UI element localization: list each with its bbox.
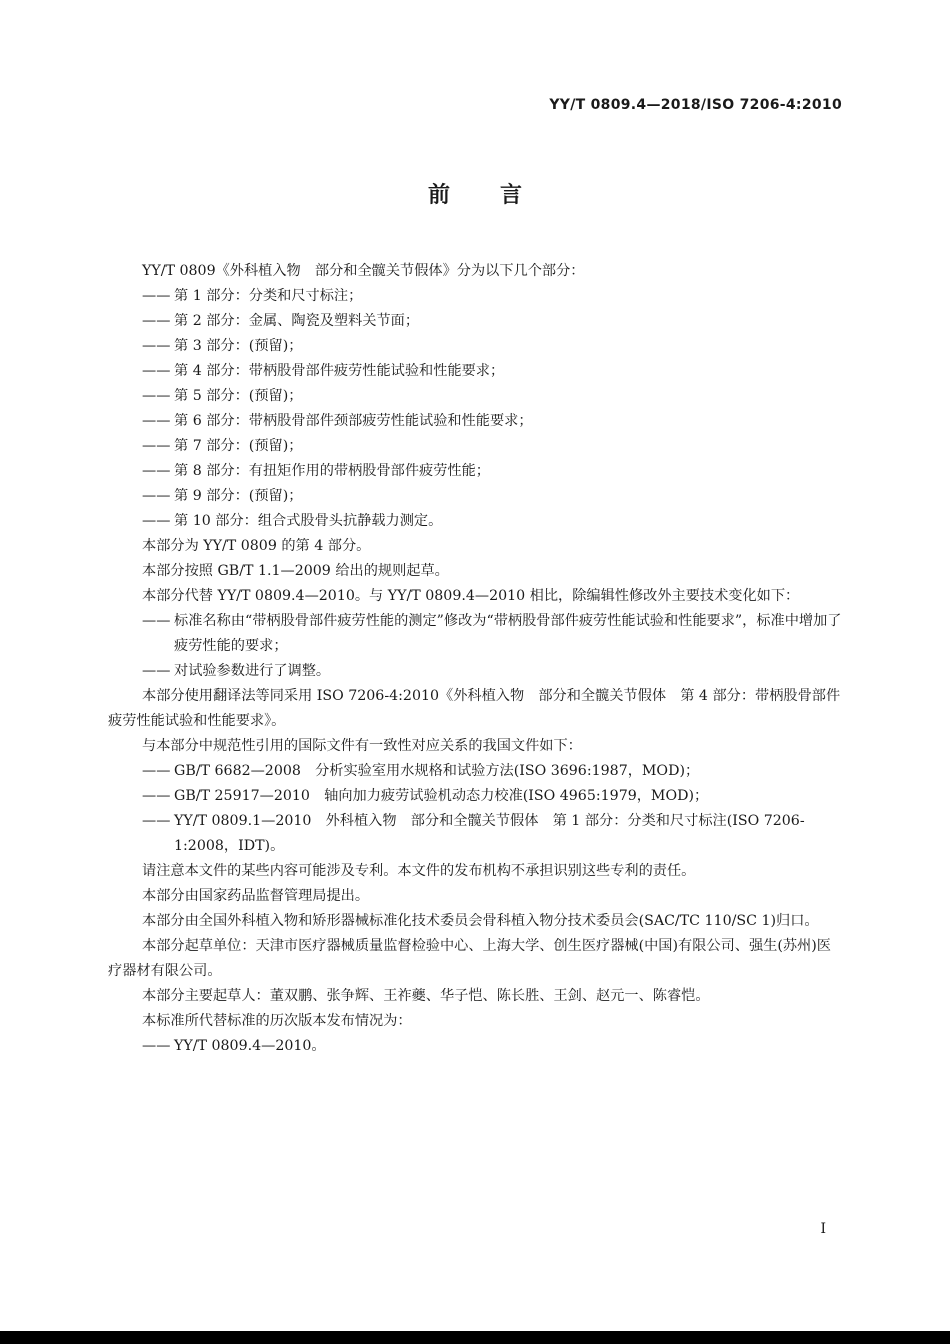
list-item-text: 第 1 部分：分类和尺寸标注； xyxy=(174,288,363,304)
list-item-change-2 xyxy=(108,659,843,684)
list-item-text: 第 6 部分：带柄股骨部件颈部疲劳性能试验和性能要求； xyxy=(174,413,533,429)
list-item-text: 第 8 部分：有扭矩作用的带柄股骨部件疲劳性能； xyxy=(174,463,490,479)
dash-mark: —— xyxy=(142,1038,171,1054)
list-item-text: 第 2 部分：金属、陶瓷及塑料关节面； xyxy=(174,313,420,329)
dash-mark: —— xyxy=(142,813,171,829)
list-item-part-10 xyxy=(108,509,843,534)
list-item-part-9 xyxy=(108,484,843,509)
dash-mark: —— xyxy=(142,488,171,504)
list-item-text: 第 9 部分：(预留)； xyxy=(174,488,303,504)
list-item-text: 第 4 部分：带柄股骨部件疲劳性能试验和性能要求； xyxy=(174,363,505,379)
translation-paragraph: 本部分使用翻译法等同采用 ISO 7206-4:2010《外科植入物 部分和全髋关节假体 第 4 部分：带柄股骨部件疲劳性能试验和性能要求》。 xyxy=(108,688,841,729)
dash-mark: —— xyxy=(142,663,171,679)
proposed-by-paragraph: 本部分由国家药品监督管理局提出。 xyxy=(142,888,370,904)
foreword-body xyxy=(108,259,843,1059)
list-item-text: 标准名称由“带柄股骨部件疲劳性能的测定”修改为“带柄股骨部件疲劳性能试验和性能要求”，标准中增加了疲劳性能的要求； xyxy=(174,613,842,654)
page-number: I xyxy=(820,1221,826,1237)
dash-mark: —— xyxy=(142,288,171,304)
list-item-text: 第 10 部分：组合式股骨头抗静载力测定。 xyxy=(174,513,443,529)
list-item-text: YY/T 0809.4—2010。 xyxy=(174,1038,326,1054)
history-intro-paragraph: 本标准所代替标准的历次版本发布情况为： xyxy=(142,1013,412,1029)
list-item-text: GB/T 25917—2010 轴向加力疲劳试验机动态力校准(ISO 4965:1979，MOD)； xyxy=(174,788,709,804)
list-item-part-1 xyxy=(108,284,843,309)
patent-paragraph: 请注意本文件的某些内容可能涉及专利。本文件的发布机构不承担识别这些专利的责任。 xyxy=(142,863,696,879)
list-item-part-6 xyxy=(108,409,843,434)
dash-mark: —— xyxy=(142,513,171,529)
dash-mark: —— xyxy=(142,613,171,629)
dash-mark: —— xyxy=(142,363,171,379)
dash-mark: —— xyxy=(142,438,171,454)
list-item-text: YY/T 0809.1—2010 外科植入物 部分和全髋关节假体 第 1 部分：分类和尺寸标注(ISO 7206-1:2008，IDT)。 xyxy=(174,813,805,854)
list-item-part-7 xyxy=(108,434,843,459)
drafting-units-paragraph: 本部分起草单位：天津市医疗器械质量监督检验中心、上海大学、创生医疗器械(中国)有限公司、强生(苏州)医疗器材有限公司。 xyxy=(108,938,831,979)
page-title: 前言 xyxy=(427,183,572,208)
list-item-change-1 xyxy=(108,609,843,659)
list-item-part-3 xyxy=(108,334,843,359)
dash-mark: —— xyxy=(142,463,171,479)
dash-mark: —— xyxy=(142,763,171,779)
list-item-reference-2 xyxy=(108,784,843,809)
list-item-text: GB/T 6682—2008 分析实验室用水规格和试验方法(ISO 3696:1987，MOD)； xyxy=(174,763,700,779)
dash-mark: —— xyxy=(142,313,171,329)
intro-paragraph: YY/T 0809《外科植入物 部分和全髋关节假体》分为以下几个部分： xyxy=(142,263,585,279)
list-item-part-8 xyxy=(108,459,843,484)
replaces-paragraph: 本部分代替 YY/T 0809.4—2010。与 YY/T 0809.4—2010 相比，除编辑性修改外主要技术变化如下： xyxy=(142,588,800,604)
jurisdiction-paragraph: 本部分由全国外科植入物和矫形器械标准化技术委员会骨科植入物分技术委员会(SAC/TC 110/SC 1)归口。 xyxy=(142,913,819,929)
dash-mark: —— xyxy=(142,338,171,354)
drafters-paragraph: 本部分主要起草人：董双鹏、张争辉、王祚夔、华子恺、陈长胜、王剑、赵元一、陈睿恺。 xyxy=(142,988,710,1004)
list-item-history-1 xyxy=(108,1034,843,1059)
list-item-text: 对试验参数进行了调整。 xyxy=(174,663,331,679)
list-item-part-4 xyxy=(108,359,843,384)
list-item-part-2 xyxy=(108,309,843,334)
list-item-reference-1 xyxy=(108,759,843,784)
standard-code-header: YY/T 0809.4—2018/ISO 7206-4:2010 xyxy=(549,97,842,113)
dash-mark: —— xyxy=(142,413,171,429)
references-intro-paragraph: 与本部分中规范性引用的国际文件有一致性对应关系的我国文件如下： xyxy=(142,738,582,754)
dash-mark: —— xyxy=(142,388,171,404)
list-item-text: 第 7 部分：(预留)； xyxy=(174,438,303,454)
drafting-rules-paragraph: 本部分按照 GB/T 1.1—2009 给出的规则起草。 xyxy=(142,563,449,579)
part-of-paragraph: 本部分为 YY/T 0809 的第 4 部分。 xyxy=(142,538,371,554)
list-item-part-5 xyxy=(108,384,843,409)
list-item-text: 第 3 部分：(预留)； xyxy=(174,338,303,354)
bottom-edge-bar xyxy=(0,1331,950,1344)
list-item-reference-3 xyxy=(108,809,843,859)
dash-mark: —— xyxy=(142,788,171,804)
list-item-text: 第 5 部分：(预留)； xyxy=(174,388,303,404)
